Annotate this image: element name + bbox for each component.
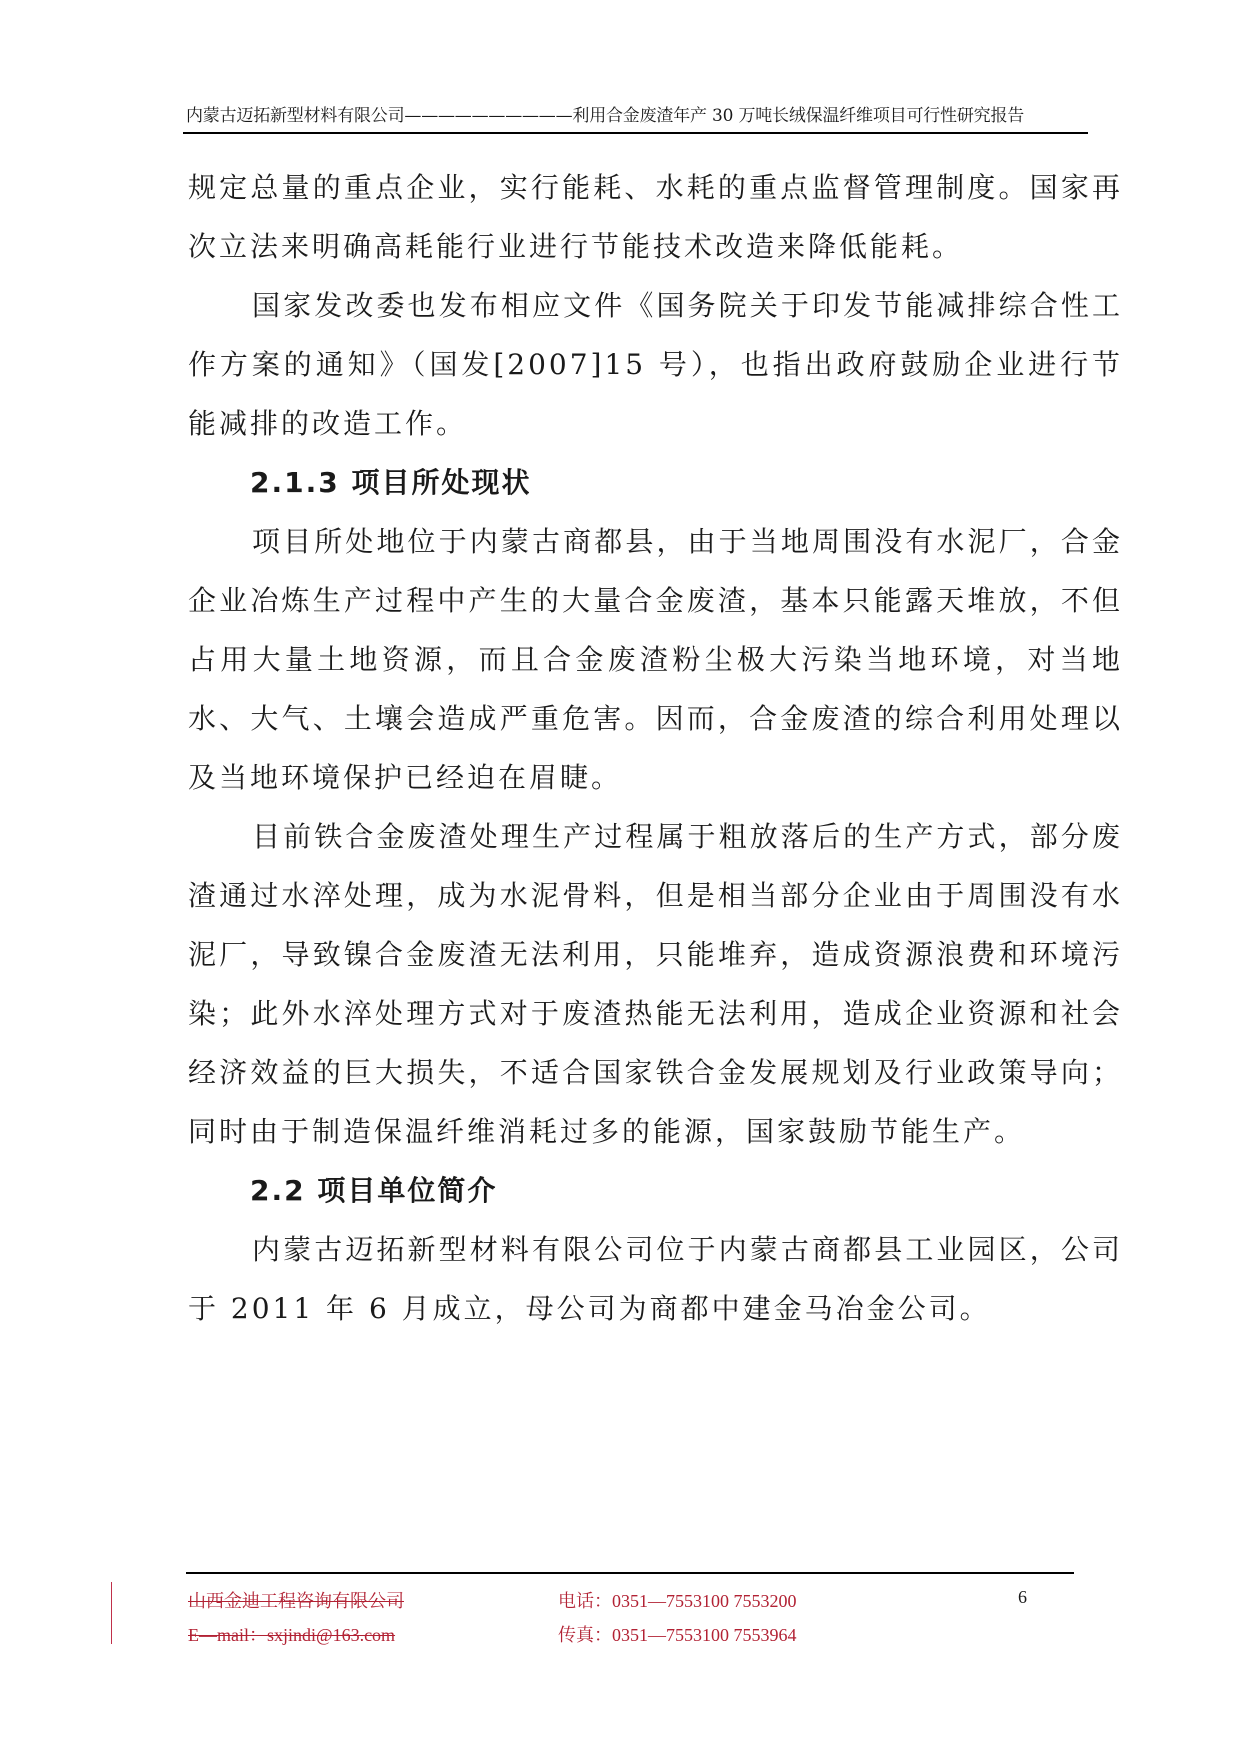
paragraph-2: 国家发改委也发布相应文件《国务院关于印发节能减排综合性工作方案的通知》（国发[2007]15 号），也指出政府鼓励企业进行节能减排的改造工作。 xyxy=(188,289,1123,440)
footer-line-1 xyxy=(188,1590,797,1612)
header-rule xyxy=(183,132,1088,134)
footer-fax: 传真：0351—7553100 7553964 xyxy=(558,1625,797,1645)
page-number: 6 xyxy=(1018,1587,1027,1607)
footer-margin-line xyxy=(111,1582,112,1644)
section-heading-2-2: 2.2 项目单位简介 xyxy=(250,1174,498,1207)
footer-company: 山西金迪工程咨询有限公司 xyxy=(188,1591,404,1611)
paragraph-1: 规定总量的重点企业，实行能耗、水耗的重点监督管理制度。国家再次立法来明确高耗能行业进行节能技术改造来降低能耗。 xyxy=(188,171,1123,263)
footer-email: E—mail：sxjindi@163.com xyxy=(188,1625,396,1645)
footer-rule xyxy=(186,1572,1074,1574)
paragraph-4: 目前铁合金废渣处理生产过程属于粗放落后的生产方式，部分废渣通过水淬处理，成为水泥骨料，但是相当部分企业由于周围没有水泥厂，导致镍合金废渣无法利用，只能堆弃，造成资源浪费和环境污染；此外水淬处理方式对于废渣热能无法利用，造成企业资源和社会经济效益的巨大损失，不适合国家铁合金发展规划及行业政策导向；同时由于制造保温纤维消耗过多的能源，国家鼓励节能生产。 xyxy=(188,820,1123,1148)
footer-line-2 xyxy=(188,1624,797,1646)
paragraph-3: 项目所处地位于内蒙古商都县，由于当地周围没有水泥厂，合金企业冶炼生产过程中产生的大量合金废渣，基本只能露天堆放，不但占用大量土地资源，而且合金废渣粉尘极大污染当地环境，对当地水、大气、土壤会造成严重危害。因而，合金废渣的综合利用处理以及当地环境保护已经迫在眉睫。 xyxy=(188,525,1123,794)
section-heading-2-1-3: 2.1.3 项目所处现状 xyxy=(250,466,532,499)
running-header: 内蒙古迈拓新型材料有限公司——————————利用合金废渣年产 30 万吨长绒保温纤维项目可行性研究报告 xyxy=(186,106,1025,126)
document-body xyxy=(188,158,1123,1338)
paragraph-5: 内蒙古迈拓新型材料有限公司位于内蒙古商都县工业园区，公司于 2011 年 6 月成立，母公司为商都中建金马冶金公司。 xyxy=(188,1233,1123,1325)
footer-phone: 电话：0351—7553100 7553200 xyxy=(558,1591,797,1611)
